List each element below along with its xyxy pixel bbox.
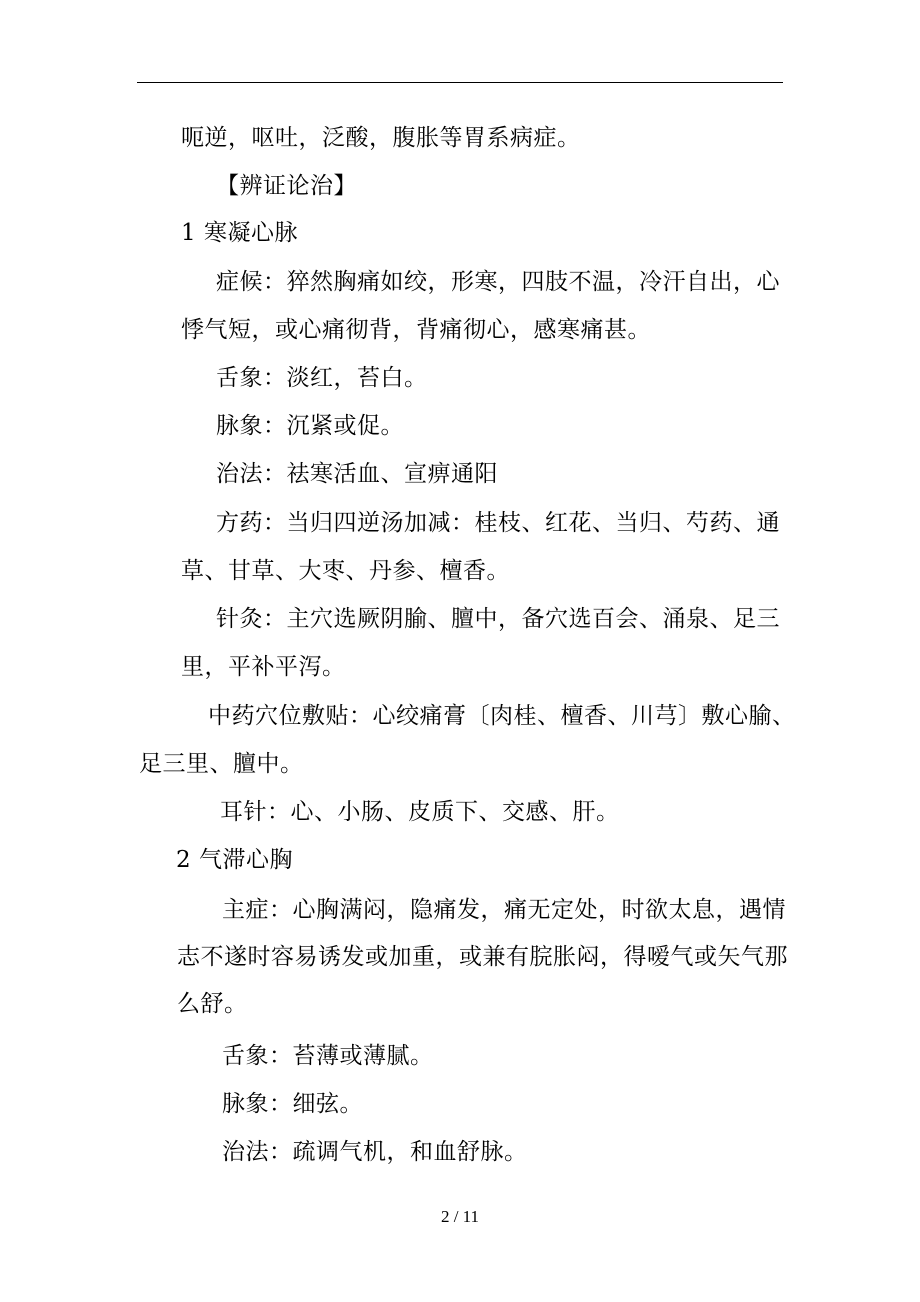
section-heading: 【辨证论治】 xyxy=(216,173,357,199)
text-line: 悸气短，或心痛彻背，背痛彻心，感寒痛甚。 xyxy=(181,317,651,343)
text-line: 草、甘草、大枣、丹参、檀香。 xyxy=(181,558,510,584)
text-line: 症候：猝然胸痛如绞，形寒，四肢不温，冷汗自出，心 xyxy=(216,269,780,295)
subsection-heading: 2 气滞心胸 xyxy=(176,847,293,873)
subsection-heading: 1 寒凝心脉 xyxy=(181,220,298,246)
text-line: 治法：祛寒活血、宣痹通阳 xyxy=(216,461,498,487)
page-number: 2 / 11 xyxy=(440,1207,480,1226)
text-line: 志不遂时容易诱发或加重，或兼有脘胀闷，得嗳气或矢气那 xyxy=(177,944,788,970)
text-line: 中药穴位敷贴：心绞痛膏〔肉桂、檀香、川芎〕敷心腧、 xyxy=(208,703,796,729)
text-line: 里，平补平泻。 xyxy=(181,654,346,680)
text-line: 方药：当归四逆汤加减：桂枝、红花、当归、芍药、通 xyxy=(216,510,780,536)
text-line: 脉象：沉紧或促。 xyxy=(216,413,404,439)
text-line: 主症：心胸满闷，隐痛发，痛无定处，时欲太息，遇情 xyxy=(222,897,786,923)
text-line: 治法：疏调气机，和血舒脉。 xyxy=(222,1139,528,1165)
text-line: 呃逆，呕吐，泛酸，腹胀等胃系病症。 xyxy=(181,125,581,151)
text-line: 舌象：苔薄或薄腻。 xyxy=(222,1043,434,1069)
text-line: 耳针：心、小肠、皮质下、交感、肝。 xyxy=(220,799,620,825)
text-line: 针灸：主穴选厥阴腧、膻中，备穴选百会、涌泉、足三 xyxy=(216,606,780,632)
text-line: 么舒。 xyxy=(177,991,248,1017)
text-line: 舌象：淡红，苔白。 xyxy=(216,365,428,391)
header-rule xyxy=(137,82,783,83)
text-line: 脉象：细弦。 xyxy=(222,1091,363,1117)
text-line: 足三里、膻中。 xyxy=(139,751,304,777)
